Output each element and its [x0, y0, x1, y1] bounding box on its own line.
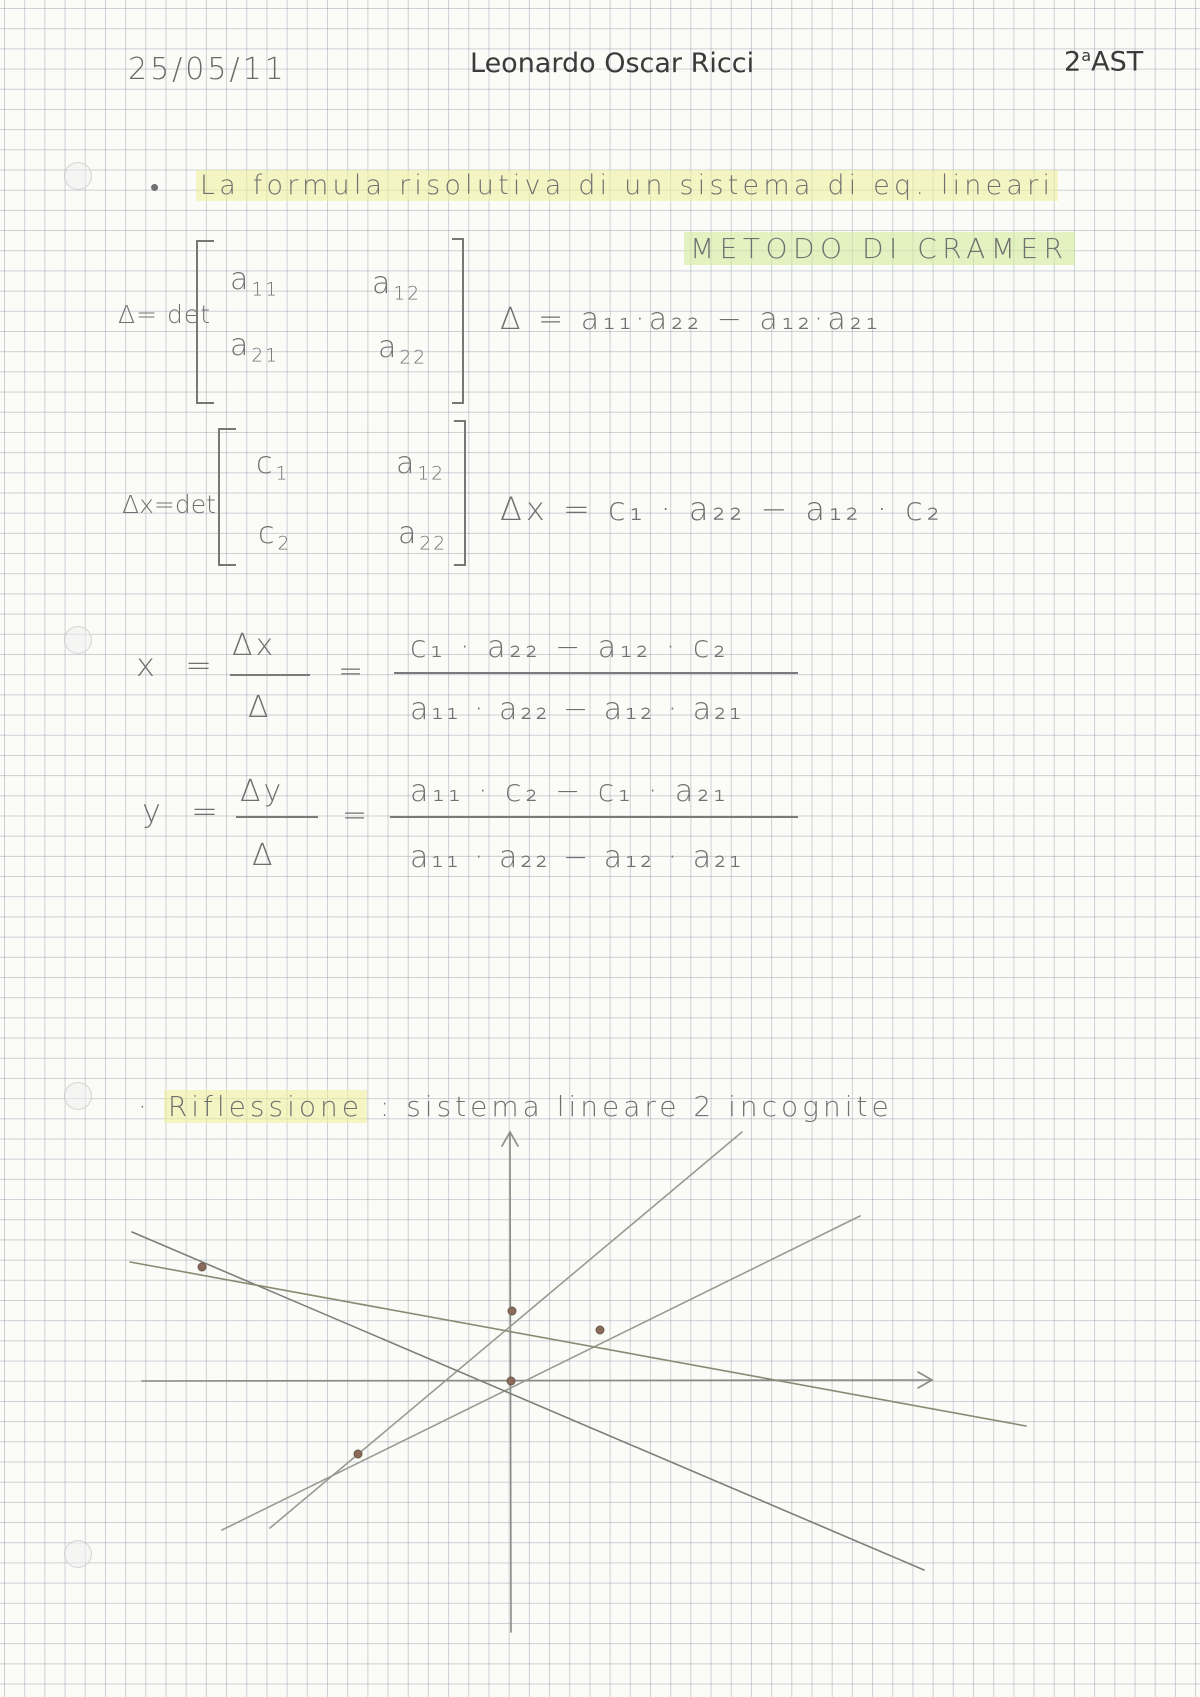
detx-a22: $a_{22}$ [398, 516, 448, 555]
line-decreasing-steep [132, 1232, 924, 1570]
line-moderate [222, 1216, 860, 1530]
intersection-point [596, 1326, 604, 1334]
intersection-point [508, 1307, 516, 1315]
det-a12: $a_{12}$ [372, 266, 422, 305]
det-a21: $a_{21}$ [230, 328, 280, 367]
soly-lhs: y = [142, 792, 228, 830]
section2-highlight: Riflessione [164, 1090, 367, 1123]
det-label: Δ= det [118, 300, 212, 329]
class-suffix: AST [1091, 46, 1144, 78]
intersection-point [198, 1263, 206, 1271]
section2-bullet: · [138, 1090, 151, 1123]
soly-eq: = [342, 798, 371, 833]
soly-num: Δy [240, 774, 285, 809]
detx-c1: $c_1$ [256, 446, 290, 485]
soly-rnum: a₁₁ · c₂ − c₁ · a₂₁ [410, 774, 730, 809]
intersection-point [354, 1450, 362, 1458]
det-formula: Δ = a₁₁·a₂₂ − a₁₂·a₂₁ [500, 302, 882, 337]
cramer-method-title: METODO DI CRAMER [684, 232, 1075, 265]
date: 25/05/11 [128, 52, 287, 87]
detx-a12: $a_{12}$ [396, 446, 446, 485]
x-axis [142, 1380, 932, 1381]
solx-rden: a₁₁ · a₂₂ − a₁₂ · a₂₁ [410, 692, 745, 727]
soly-den: Δ [252, 838, 276, 873]
detx-formula: Δx = c₁ · a₂₂ − a₁₂ · c₂ [500, 490, 944, 528]
detx-c2: $c_2$ [258, 516, 292, 555]
line-steep [270, 1132, 742, 1528]
solx-rnum: c₁ · a₂₂ − a₁₂ · c₂ [410, 630, 730, 665]
solx-eq: = [338, 654, 367, 689]
line-decreasing-gentle [130, 1262, 1026, 1426]
solx-den: Δ [248, 690, 272, 725]
soly-rden: a₁₁ · a₂₂ − a₁₂ · a₂₁ [410, 840, 745, 875]
det-a22: $a_{22}$ [378, 330, 428, 369]
section1-title: La formula risolutiva di un sistema di eq. lineari [196, 170, 1058, 201]
class-sup: a [1081, 46, 1092, 65]
class-prefix: 2 [1064, 46, 1082, 78]
detx-label: Δx=det [122, 490, 216, 519]
section2-rest: : sistema lineare 2 incognite [379, 1090, 893, 1123]
section1-bullet: • [150, 173, 163, 203]
intersection-point [507, 1377, 515, 1385]
author-name: Leonardo Oscar Ricci [470, 48, 755, 79]
solx-lhs: x = [136, 646, 222, 684]
solx-num: Δx [232, 628, 277, 663]
det-a11: $a_{11}$ [230, 262, 280, 301]
